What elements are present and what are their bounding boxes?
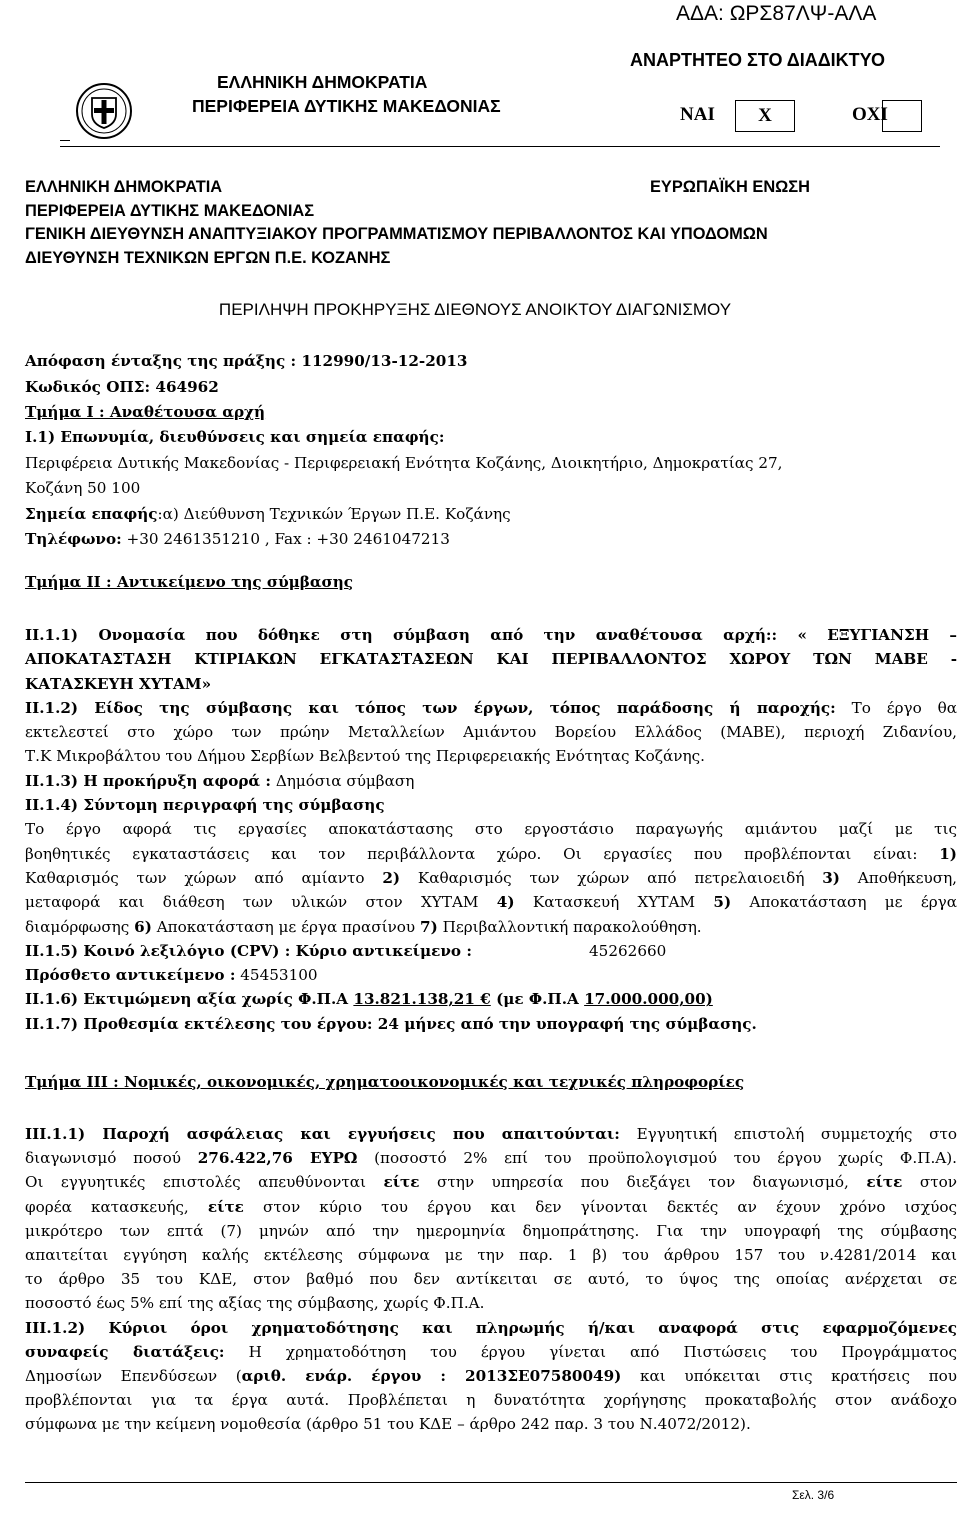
financing-text: Δημοσίων Επενδύσεων ( xyxy=(25,1367,242,1386)
guarantees-text: στην υπηρεσία που διεξάγει τον διαγωνισμό, xyxy=(419,1173,867,1192)
guarantees-line-1 xyxy=(25,1122,957,1146)
item-number: 1) xyxy=(939,844,957,863)
description-line-3 xyxy=(25,866,957,890)
inclusion-decision: Απόφαση ένταξης της πράξης : 112990/13-12-2013 xyxy=(25,352,468,370)
description-text: Αποκατάσταση με έργα xyxy=(731,893,957,912)
cpv-main-code: 45262660 xyxy=(589,941,667,960)
contract-type-text: Το έργο θα xyxy=(835,698,957,717)
guarantees-line-6: απαιτείται εγγύηση καλής εκτέλεσης σύμφωνα με την παρ. 1 β) του άρθρου 157 του ν.4281/2014 και xyxy=(25,1246,957,1265)
guarantee-amount: 276.422,76 ΕΥΡΩ xyxy=(197,1149,358,1168)
item-number: 7) xyxy=(420,917,438,936)
description-text: Καθαρισμός των χώρων από πετρελαιοειδή xyxy=(400,868,823,887)
section-1-heading: Τμήμα Ι : Αναθέτουσα αρχή xyxy=(25,403,266,421)
guarantees-text: Εγγυητική επιστολή συμμετοχής στο xyxy=(619,1125,957,1143)
authority-city: Κοζάνη 50 100 xyxy=(25,479,141,498)
section-3 xyxy=(25,1122,957,1437)
ada-code: ΑΔΑ: ΩΡΣ87ΛΨ-ΑΛΑ xyxy=(676,2,877,25)
guarantees-line-8: ποσοστό έως 5% επί της αξίας της σύμβασης, χωρίς Φ.Π.Α. xyxy=(25,1294,485,1313)
contract-type-line-1 xyxy=(25,696,957,720)
description-line-4 xyxy=(25,890,957,914)
page-number: Σελ. 3/6 xyxy=(792,1488,835,1502)
contract-type-label: ΙΙ.1.2) Είδος της σύμβασης και τόπος των έργων, τόπος παράδοσης ή παροχής: xyxy=(25,698,836,717)
header-region: ΠΕΡΙΦΕΡΕΙΑ ΔΥΤΙΚΗΣ ΜΑΚΕΔΟΝΙΑΣ xyxy=(192,96,501,116)
financing-line-1: ΙΙΙ.1.2) Κύριοι όροι χρηματοδότησης και πληρωμής ή/και αναφορά στις εφαρμοζόμενες xyxy=(25,1318,957,1337)
notice-concerns-value: Δημόσια σύμβαση xyxy=(271,771,415,790)
guarantees-text: διαγωνισμό ποσού xyxy=(25,1149,198,1168)
yes-checkbox[interactable]: X xyxy=(735,100,795,132)
contract-name-line-2: ΑΠΟΚΑΤΑΣΤΑΣΗ ΚΤΙΡΙΑΚΩΝ ΕΓΚΑΤΑΣΤΑΣΕΩΝ ΚΑΙ ΠΕΡΙΒΑΛΛΟΝΤΟΣ ΧΩΡΟΥ ΤΩΝ ΜΑΒΕ - xyxy=(25,650,957,669)
no-checkbox[interactable] xyxy=(882,100,922,132)
description-text: Αποθήκευση, xyxy=(839,868,957,887)
description-text: Κατασκευή ΧΥΤΑΜ xyxy=(514,893,714,912)
financing-label: συναφείς διατάξεις: xyxy=(25,1342,225,1361)
guarantees-line-3 xyxy=(25,1170,957,1194)
header-country: ΕΛΛΗΝΙΚΗ ΔΗΜΟΚΡΑΤΙΑ xyxy=(217,72,428,92)
guarantees-text: (ποσοστό 2% επί του προϋπολογισμού του έργου χωρίς Φ.Π.Α). xyxy=(357,1149,957,1168)
notice-title: ΠΕΡΙΛΗΨΗ ΠΡΟΚΗΡΥΞΗΣ ΔΙΕΘΝΟΥΣ ΑΝΟΙΚΤΟΥ ΔΙΑΓΩΝΙΣΜΟΥ xyxy=(218,300,732,319)
section-2 xyxy=(25,623,957,1036)
contract-type-line-2: εκτελεστεί στο χώρο των πρώην Μεταλλείων Αμιάντου Βορείου Ελλάδος (ΜΑΒΕ), περιοχή Ζιδανίου, xyxy=(25,723,957,742)
financing-line-4: προβλέπονται για τα έργα αυτά. Προβλέπεται η δυνατότητα χορήγησης προκαταβολής στον ανάδοχο xyxy=(25,1391,957,1410)
ops-code: Κωδικός ΟΠΣ: 464962 xyxy=(25,378,219,396)
cpv-main xyxy=(25,939,957,963)
contract-name-line-3: ΚΑΤΑΣΚΕΥΗ ΧΥΤΑΜ» xyxy=(25,674,212,693)
either-word: είτε xyxy=(866,1173,903,1192)
description-line-1: Το έργο αφορά τις εργασίες αποκατάστασης στο εργοστάσιο παραγωγής αμιάντου μαζί με τις xyxy=(25,820,957,839)
financing-line-2 xyxy=(25,1340,957,1364)
either-word: είτε xyxy=(207,1197,244,1216)
section-1 xyxy=(25,400,957,552)
guarantees-text: Οι εγγυητικές επιστολές απευθύνονται xyxy=(25,1173,384,1192)
org-line-1 xyxy=(25,176,957,200)
no-label: ΟΧΙ xyxy=(852,104,888,125)
phone-label: Τηλέφωνο: xyxy=(25,530,122,549)
section-2-heading: Τμήμα ΙΙ : Αντικείμενο της σύμβασης xyxy=(25,573,354,591)
description-text: διαμόρφωσης xyxy=(25,917,135,936)
cpv-additional xyxy=(25,963,957,987)
header-tick xyxy=(60,140,70,141)
description-text: Περιβαλλοντική παρακολούθηση. xyxy=(437,917,702,936)
item-number: 6) xyxy=(134,917,152,936)
execution-deadline: ΙΙ.1.7) Προθεσμία εκτέλεσης του έργου: 24 μήνες από την υπογραφή της σύμβασης. xyxy=(25,1014,757,1033)
guarantees-text: στον xyxy=(902,1173,957,1192)
description-line-5 xyxy=(25,915,957,939)
item-number: 5) xyxy=(713,893,732,912)
guarantees-line-5: μικρότερο των επτά (7) μηνών από την ημερομηνία δημοπράτησης. Για την υπογραφή της σύμβασης xyxy=(25,1221,957,1240)
description-text: βοηθητικές εγκαταστάσεις και τον περιβάλλοντα χώρο. Οι εργασίες που προβλέπονται είναι: xyxy=(25,844,940,863)
footer-divider xyxy=(25,1482,957,1483)
item-number: 4) xyxy=(496,893,515,912)
guarantees-label: ΙΙΙ.1.1) Παροχή ασφάλειας και εγγυήσεις που απαιτούνται: xyxy=(25,1125,620,1143)
guarantees-line-2 xyxy=(25,1146,957,1170)
org-region: ΠΕΡΙΦΕΡΕΙΑ ΔΥΤΙΚΗΣ ΜΑΚΕΔΟΝΙΑΣ xyxy=(25,201,315,220)
post-online-label: ΑΝΑΡΤΗΤΕΟ ΣΤΟ ΔΙΑΔΙΚΤΥΟ xyxy=(630,50,885,70)
contact-label: Σημεία επαφής xyxy=(25,504,158,523)
contact-value: :α) Διεύθυνση Τεχνικών Έργων Π.Ε. Κοζάνης xyxy=(157,504,511,523)
cpv-additional-label: Πρόσθετο αντικείμενο : xyxy=(25,966,236,985)
short-description-heading: ΙΙ.1.4) Σύντομη περιγραφή της σύμβασης xyxy=(25,796,385,815)
guarantees-text: στον κύριο του έργου και δεν γίνονται δεκτές αν έχουν χρόνο ισχύος xyxy=(243,1197,957,1216)
authority-address: Περιφέρεια Δυτικής Μακεδονίας - Περιφερειακή Ενότητα Κοζάνης, Διοικητήριο, Δημοκρατίας 27, xyxy=(25,453,783,472)
header-authority xyxy=(192,70,501,118)
estimated-value xyxy=(25,987,957,1011)
org-directorate: ΔΙΕΥΘΥΝΣΗ ΤΕΧΝΙΚΩΝ ΕΡΓΩΝ Π.Ε. ΚΟΖΑΝΗΣ xyxy=(25,248,391,267)
financing-text: και υπόκειται στις κρατήσεις που xyxy=(621,1367,957,1386)
financing-line-5: σύμφωνα με την κείμενη νομοθεσία (άρθρο 51 του ΚΔΕ – άρθρο 242 παρ. 3 του Ν.4072/2012). xyxy=(25,1415,751,1434)
financing-line-3 xyxy=(25,1364,957,1388)
org-eu: ΕΥΡΩΠΑΪΚΗ ΕΝΩΣΗ xyxy=(650,178,810,196)
estimated-value-gross: 17.000.000,00) xyxy=(584,990,713,1009)
yes-label: ΝΑΙ xyxy=(680,104,715,125)
contract-type-line-3: Τ.Κ Μικροβάλτου του Δήμου Σερβίων Βελβεντού της Περιφερειακής Ενότητας Κοζάνης. xyxy=(25,747,705,766)
financing-text: Η χρηματοδότηση του έργου γίνεται από Πιστώσεις του Προγράμματος xyxy=(224,1342,957,1361)
phone-value: +30 2461351210 , Fax : +30 2461047213 xyxy=(121,530,450,549)
guarantees-line-7: το άρθρο 35 του ΚΔΕ, στον βαθμό που δεν αντίκειται σε αυτό, το ύψος της οποίας ανέρχεται σε xyxy=(25,1270,957,1289)
project-number: αριθ. ενάρ. έργου : 2013ΣΕ07580049) xyxy=(241,1367,622,1386)
description-text: μεταφορά και διάθεση των υλικών στον ΧΥΤΑΜ xyxy=(25,893,497,912)
notice-concerns xyxy=(25,769,957,793)
contact-points xyxy=(25,502,957,527)
item-number: 3) xyxy=(822,868,840,887)
phone-fax xyxy=(25,527,957,552)
contract-name-line-1: ΙΙ.1.1) Ονομασία που δόθηκε στη σύμβαση από την αναθέτουσα αρχή:: « ΕΞΥΓΙΑΝΣΗ – xyxy=(25,626,957,644)
estimated-value-mid: (με Φ.Π.Α xyxy=(490,990,585,1009)
item-number: 2) xyxy=(382,868,401,887)
greek-coat-of-arms-icon xyxy=(75,82,133,140)
guarantees-line-4 xyxy=(25,1195,957,1219)
meta-block xyxy=(25,348,957,400)
either-word: είτε xyxy=(383,1173,420,1192)
section-3-heading: Τμήμα ΙΙΙ : Νομικές, οικονομικές, χρηματοοικονομικές και τεχνικές πληροφορίες xyxy=(25,1073,745,1091)
estimated-value-label: ΙΙ.1.6) Εκτιμώμενη αξία χωρίς Φ.Π.Α xyxy=(25,990,354,1009)
header-divider xyxy=(60,146,940,147)
description-text: Αποκατάσταση με έργα πρασίνου xyxy=(151,917,420,936)
org-block xyxy=(25,176,957,270)
section-1-subheading: Ι.1) Επωνυμία, διευθύνσεις και σημεία επαφής: xyxy=(25,428,445,447)
guarantees-text: φορέα κατασκευής, xyxy=(25,1197,208,1216)
description-line-2 xyxy=(25,842,957,866)
org-country: ΕΛΛΗΝΙΚΗ ΔΗΜΟΚΡΑΤΙΑ xyxy=(25,178,223,196)
org-directorate-general: ΓΕΝΙΚΗ ΔΙΕΥΘΥΝΣΗ ΑΝΑΠΤΥΞΙΑΚΟΥ ΠΡΟΓΡΑΜΜΑΤΙΣΜΟΥ ΠΕΡΙΒΑΛΛΟΝΤΟΣ ΚΑΙ ΥΠΟΔΟΜΩΝ xyxy=(25,225,768,243)
description-text: Καθαρισμός των χώρων από αμίαντο xyxy=(25,868,383,887)
cpv-additional-code: 45453100 xyxy=(235,966,318,985)
notice-concerns-label: ΙΙ.1.3) Η προκήρυξη αφορά : xyxy=(25,771,272,790)
estimated-value-net: 13.821.138,21 € xyxy=(353,990,491,1009)
cpv-main-label: ΙΙ.1.5) Κοινό λεξιλόγιο (CPV) : Κύριο αντικείμενο : xyxy=(25,941,472,960)
